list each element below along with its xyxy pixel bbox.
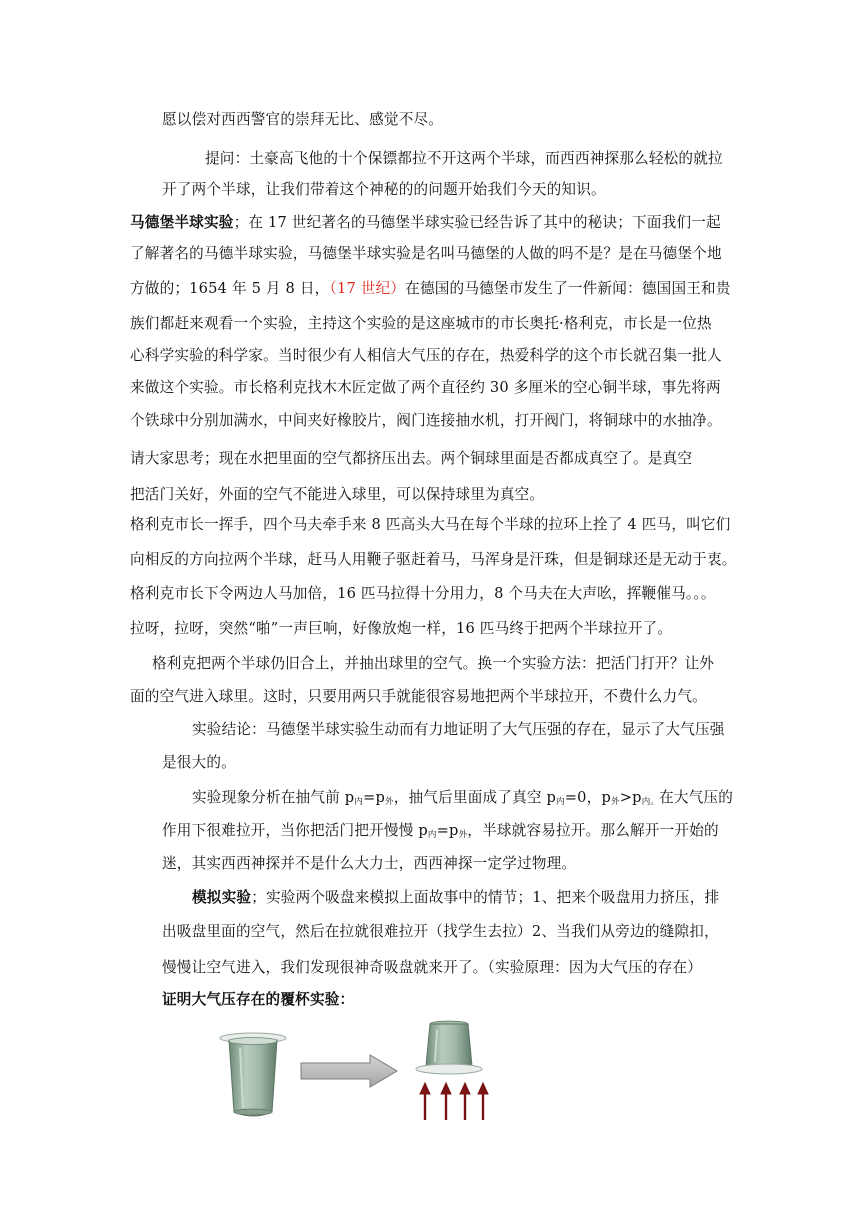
paragraph-line: 把活门关好，外面的空气不能进入球里，可以保持球里为真空。 — [130, 486, 545, 503]
paragraph-line: 个铁球中分别加满水，中间夹好橡胶片，阀门连接抽水机，打开阀门，将铜球中的水抽净。 — [130, 412, 722, 429]
paragraph-line: 出吸盘里面的空气，然后在拉就很难拉开（找学生去拉）2、当我们从旁边的缝隙扣， — [162, 923, 719, 940]
glass-inverted-icon — [416, 1021, 482, 1074]
paragraph-line: 格利克市长下令两边人马加倍，16 匹马拉得十分用力，8 个马夫在大声吆，挥鞭催马。。。 — [130, 585, 716, 602]
paragraph-text: 方做的；1654 年 5 月 8 日， — [130, 280, 330, 297]
greater-than-sign: >p — [619, 789, 642, 806]
glass-upright-icon — [220, 1033, 286, 1116]
section-title-simulation: 模拟实验 — [192, 889, 252, 906]
subscript-outside: 外 — [458, 830, 468, 840]
subscript-inside: 内 — [427, 830, 437, 840]
paragraph-line: 族们都赶来观看一个实验，主持这个实验的是这座城市的市长奥托·格利克，市长是一位热 — [130, 315, 712, 332]
paragraph-line: 心科学实验的科学家。当时很少有人相信大气压的存在，热爱科学的这个市长就召集一批人 — [130, 347, 722, 364]
paragraph-line: 向相反的方向拉两个半球，赶马人用鞭子驱赶着马，马浑身是汗珠，但是铜球还是无动于衷。 — [130, 551, 737, 568]
paragraph-line: 格利克市长一挥手，四个马夫牵手来 8 匹高头大马在每个半球的拉环上拴了 4 匹马，叫它们 — [130, 516, 731, 533]
analysis-text: 实验现象分析在抽气前 p — [192, 789, 355, 806]
paragraph-line: 了解著名的马德半球实验，马德堡半球实验是名叫马德堡的人做的吗不是？是在马德堡个地 — [130, 245, 722, 262]
section-title-magdeburg: 马德堡半球实验 — [130, 214, 234, 231]
subscript-inside: 内。 — [641, 797, 660, 807]
paragraph-line: 愿以偿对西西警官的崇拜无比、感觉不尽。 — [162, 111, 444, 128]
analysis-text: =0，p — [564, 789, 611, 806]
upward-force-arrows-icon — [420, 1083, 488, 1120]
paragraph-text: ；在 17 世纪著名的马德堡半球实验已经告诉了其中的秘诀；下面我们一起 — [233, 214, 721, 231]
paragraph-text: 在德国的马德堡市发生了一件新闻：德国国王和贵 — [405, 280, 731, 297]
subscript-inside: 内 — [556, 797, 565, 807]
paragraph-line: 来做这个实验。市长格利克找木木匠定做了两个直径约 30 多厘米的空心铜半球，事先将两 — [130, 379, 721, 396]
analysis-text: 作用下很难拉开，当你把活门把开慢慢 p — [162, 822, 428, 839]
paragraph-line: 面的空气进入球里。这时，只要用两只手就能很容易地把两个半球拉开，不费什么力气。 — [130, 688, 707, 705]
analysis-text: ，半球就容易拉开。那么解开一开始的 — [467, 822, 719, 839]
paragraph-line: 是很大的。 — [162, 754, 236, 771]
paragraph-text: ；实验两个吸盘来模拟上面故事中的情节；1、把来个吸盘用力挤压，排 — [251, 889, 720, 906]
analysis-text: 在大气压的 — [659, 789, 734, 806]
paragraph-line: 迷，其实西西神探并不是什么大力士，西西神探一定学过物理。 — [162, 855, 577, 872]
right-arrow-icon — [301, 1055, 397, 1087]
conclusion-line: 实验结论：马德堡半球实验生动而有力地证明了大气压强的存在，显示了大气压强 — [192, 721, 725, 738]
equals-sign: =p — [436, 822, 459, 839]
analysis-text: ，抽气后里面成了真空 p — [393, 789, 557, 806]
subscript-inside: 内 — [354, 797, 364, 807]
subscript-outside: 外 — [385, 797, 394, 807]
paragraph-line: 拉呀，拉呀，突然“啪”一声巨响，好像放炮一样，16 匹马终于把两个半球拉开了。 — [130, 620, 673, 637]
paragraph-line: 格利克把两个半球仍旧合上，并抽出球里的空气。换一个实验方法：把活门打开？让外 — [152, 655, 715, 672]
cup-experiment-heading: 证明大气压存在的覆杯实验： — [162, 991, 355, 1008]
paragraph-line: 慢慢让空气进入，我们发现很神奇吸盘就来开了。（实验原理：因为大气压的存在） — [162, 959, 703, 976]
subscript-outside: 外 — [611, 797, 620, 807]
century-highlight: （17 世纪） — [329, 280, 406, 297]
equals-sign: =p — [363, 789, 386, 806]
question-text: 提问：土豪高飞他的十个保镖都拉不开这两个半球，而西西神探那么轻松的就拉 — [205, 150, 723, 167]
paragraph-line: 开了两个半球，让我们带着这个神秘的的问题开始我们今天的知识。 — [162, 181, 606, 198]
paragraph-line: 请大家思考；现在水把里面的空气都挤压出去。两个铜球里面是否都成真空了。是真空 — [130, 450, 693, 467]
